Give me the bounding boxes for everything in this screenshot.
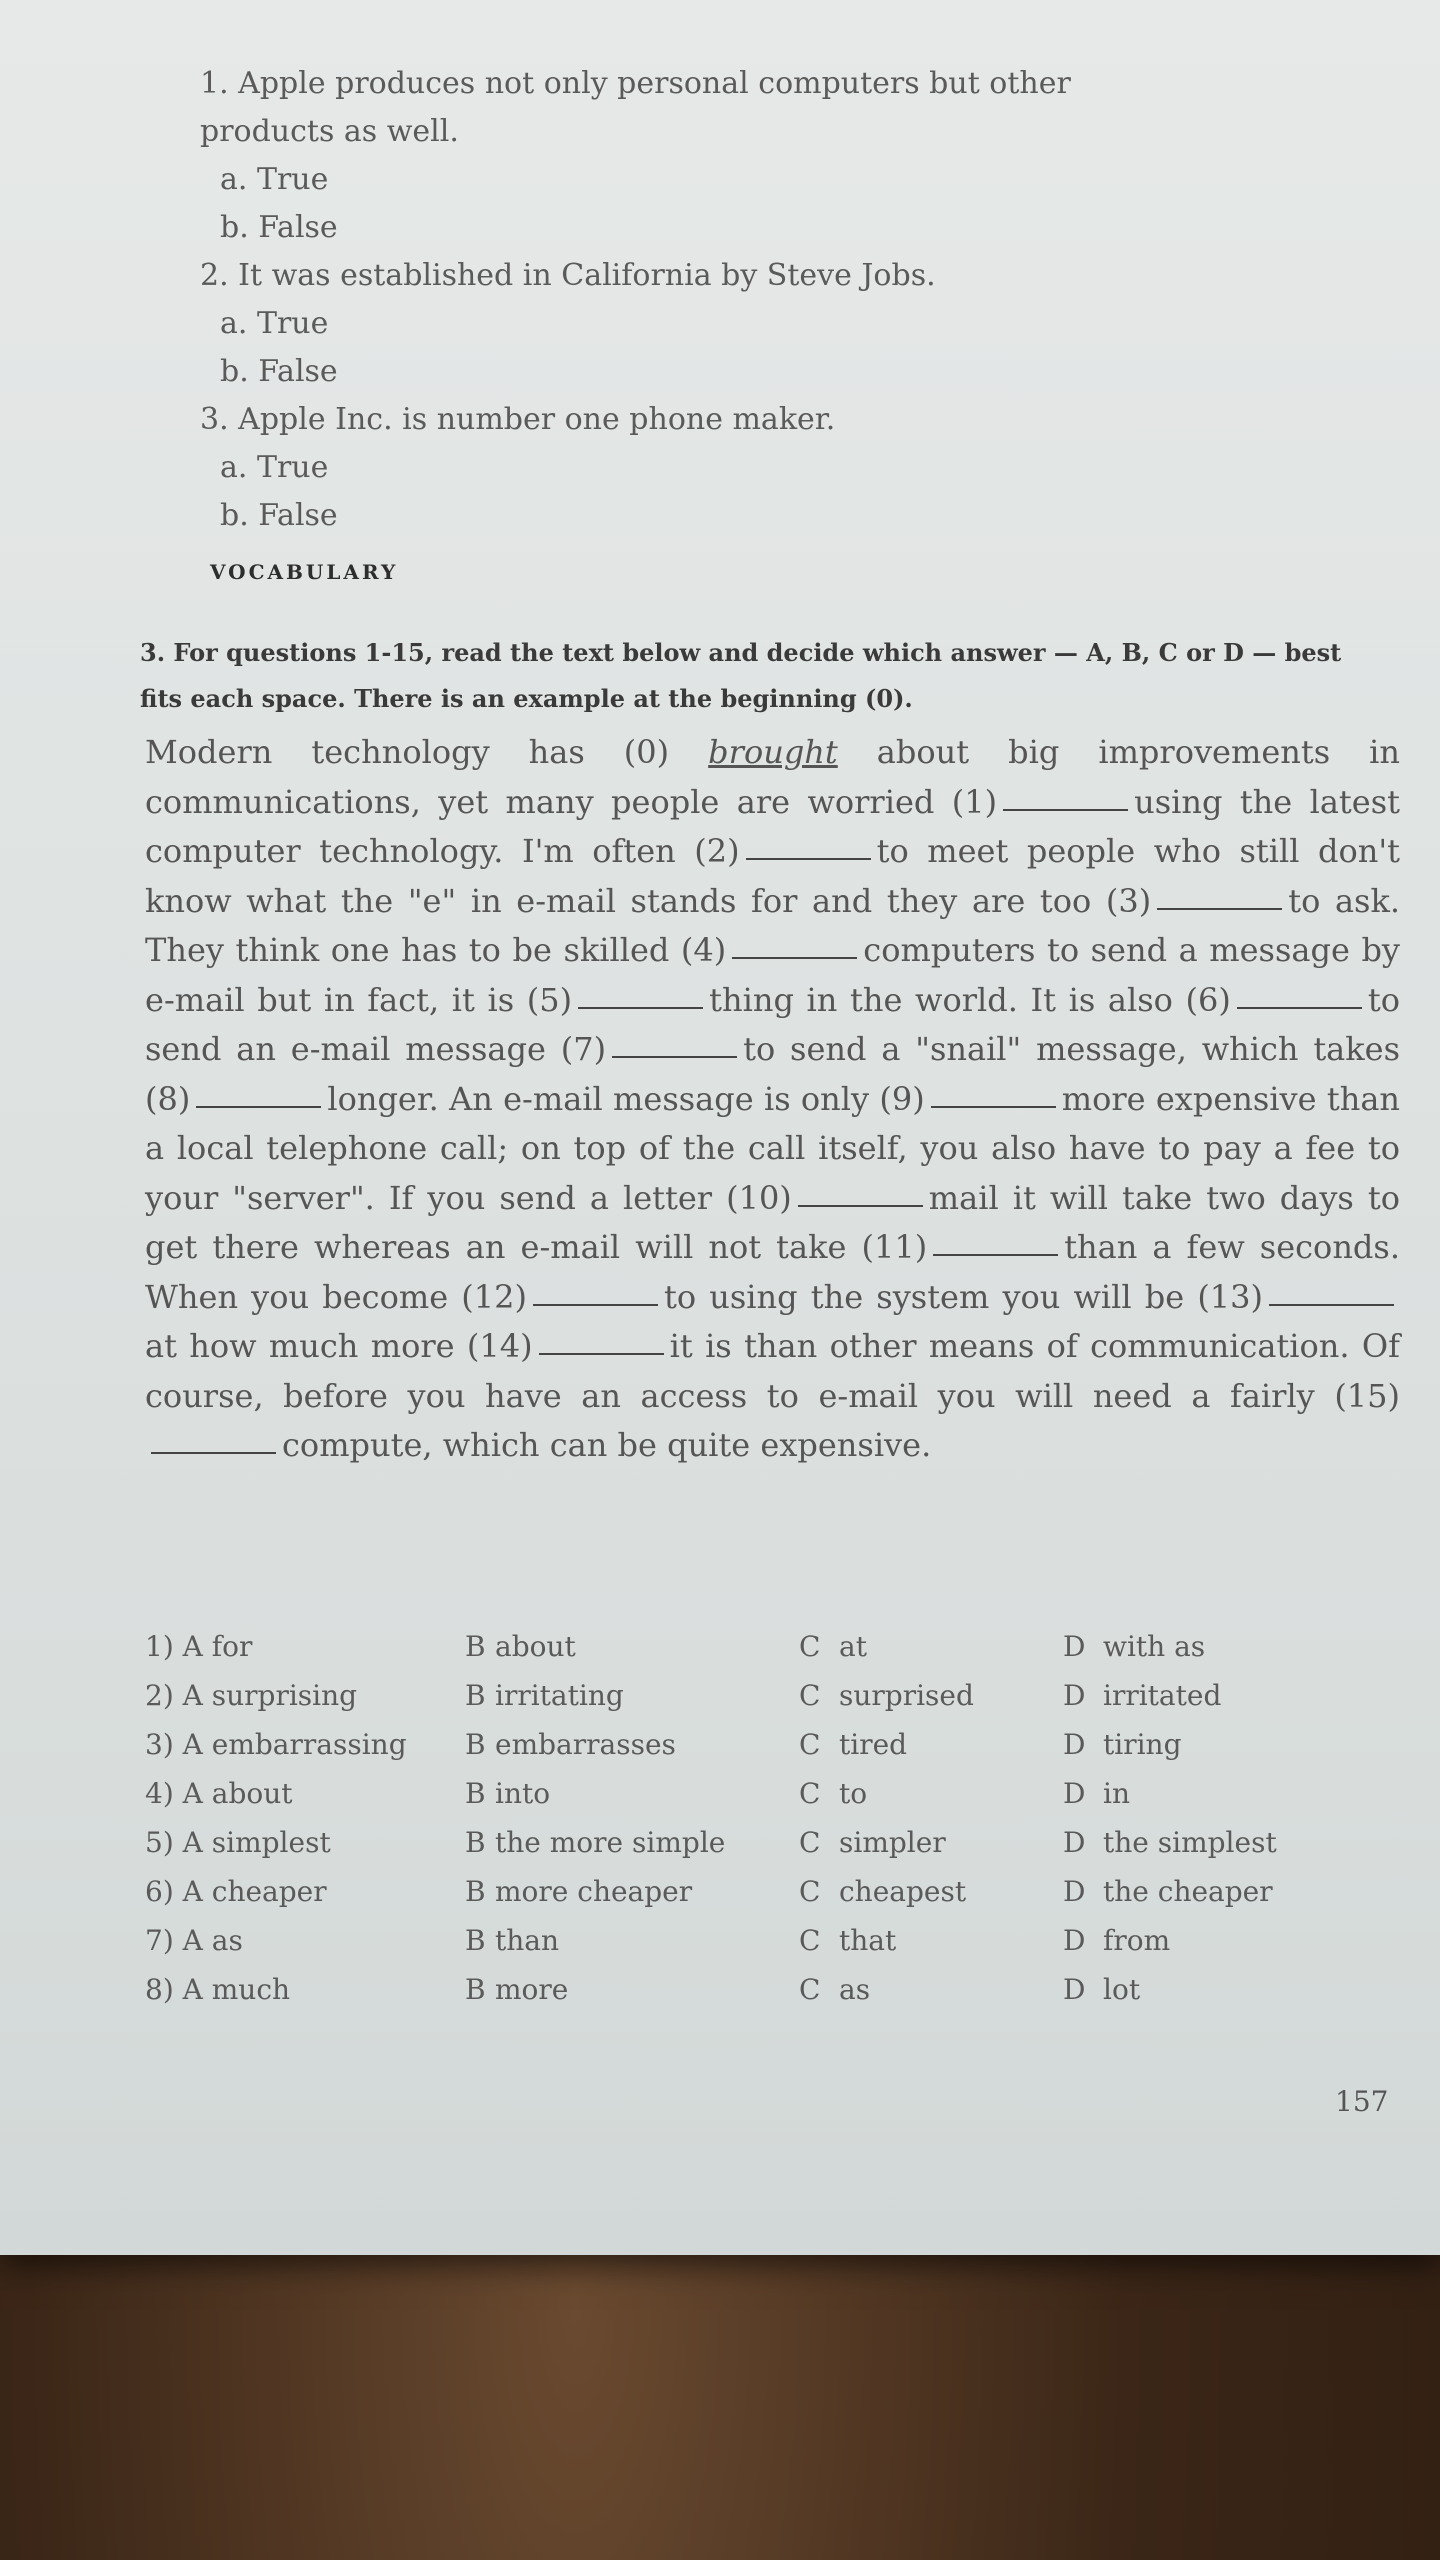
option-c[interactable]: to: [839, 1777, 868, 1810]
option-d[interactable]: in: [1103, 1777, 1130, 1810]
blank-9[interactable]: [931, 1105, 1056, 1108]
option-c[interactable]: that: [839, 1924, 897, 1957]
option-row: [145, 1671, 1385, 1720]
option-c[interactable]: at: [839, 1630, 867, 1663]
option-c[interactable]: cheapest: [839, 1875, 967, 1908]
option-row: [145, 1818, 1385, 1867]
option-letter-d: D: [1063, 1728, 1086, 1761]
passage-text: computers to send a message by e-mail but in fact, it is (5): [145, 931, 1401, 1019]
option-letter-d: D: [1063, 1924, 1086, 1957]
option-d[interactable]: with as: [1103, 1630, 1206, 1663]
blank-8[interactable]: [196, 1105, 321, 1108]
quiz-option[interactable]: b. False: [220, 498, 338, 533]
quiz-option[interactable]: a. True: [220, 450, 329, 485]
option-letter-b: B: [465, 1973, 486, 2006]
option-b[interactable]: than: [495, 1924, 560, 1957]
option-row: [145, 1916, 1385, 1965]
option-letter-c: C: [799, 1777, 821, 1810]
passage-text: to ask. They think one has to be skilled (4): [145, 881, 1401, 969]
option-row: [145, 1769, 1385, 1818]
option-c[interactable]: surprised: [839, 1679, 974, 1712]
passage-text: to meet people who still don't know what the "e" in e-mail stands for and they are too (3): [145, 832, 1401, 920]
option-letter-b: B: [465, 1826, 486, 1859]
option-d[interactable]: tiring: [1103, 1728, 1182, 1761]
passage-text: to using the system you will be (13): [663, 1277, 1264, 1316]
blank-3[interactable]: [1157, 907, 1282, 910]
option-a[interactable]: 4) A about: [145, 1777, 293, 1810]
passage-text: at how much more (14): [145, 1327, 533, 1365]
option-d[interactable]: the simplest: [1103, 1826, 1277, 1859]
option-letter-c: C: [799, 1924, 821, 1957]
exercise-instruction: 3. For questions 1-15, read the text below and decide which answer — A, B, C or D — best fits each space. There is an example at the beginning (0).: [140, 638, 1342, 713]
option-a[interactable]: 1) A for: [145, 1630, 253, 1663]
passage-text: more expensive than a local telephone call; on top of the call itself, you also have to pay a fee to your "server". If you send a letter (10): [145, 1079, 1401, 1217]
blank-11[interactable]: [933, 1253, 1058, 1256]
quiz-question: 2. It was established in California by Steve Jobs.: [200, 258, 936, 293]
option-b[interactable]: more: [495, 1973, 569, 2006]
quiz-option[interactable]: b. False: [220, 354, 338, 389]
passage-text: about big improvements in communications, yet many people are worried (1): [145, 733, 1401, 821]
quiz-option[interactable]: a. True: [220, 306, 329, 341]
blank-13[interactable]: [1269, 1303, 1394, 1306]
blank-15[interactable]: [151, 1451, 276, 1454]
option-letter-d: D: [1063, 1679, 1086, 1712]
option-letter-b: B: [465, 1630, 486, 1663]
quiz-option[interactable]: a. True: [220, 162, 329, 197]
option-b[interactable]: about: [495, 1630, 576, 1663]
option-d[interactable]: from: [1103, 1924, 1171, 1957]
quiz-question: products as well.: [200, 114, 459, 149]
blank-10[interactable]: [798, 1204, 923, 1207]
option-a[interactable]: 6) A cheaper: [145, 1875, 327, 1908]
option-letter-b: B: [465, 1679, 486, 1712]
true-false-quiz: [200, 60, 1400, 540]
passage-text: to send a "snail" message, which takes (8): [145, 1030, 1401, 1118]
option-a[interactable]: 5) A simplest: [145, 1826, 331, 1859]
blank-6[interactable]: [1237, 1006, 1362, 1009]
option-letter-b: B: [465, 1728, 486, 1761]
option-b[interactable]: embarrasses: [495, 1728, 676, 1761]
option-letter-d: D: [1063, 1875, 1086, 1908]
option-a[interactable]: 8) A much: [145, 1973, 291, 2006]
option-letter-c: C: [799, 1875, 821, 1908]
blank-7[interactable]: [612, 1055, 737, 1058]
option-b[interactable]: the more simple: [495, 1826, 726, 1859]
passage-text: Modern technology has (0): [145, 733, 709, 771]
passage-text: to send an e-mail message (7): [145, 980, 1401, 1068]
option-a[interactable]: 3) A embarrassing: [145, 1728, 407, 1761]
passage-text: compute, which can be quite expensive.: [282, 1426, 932, 1464]
passage-text: using the latest computer technology. I'm often (2): [145, 782, 1401, 870]
passage-text: it is than other means of communication. Of course, before you have an access to e-mail you will need a fairly (15): [145, 1327, 1401, 1415]
option-row: [145, 1965, 1385, 2014]
option-letter-d: D: [1063, 1826, 1086, 1859]
example-answer: brought: [708, 733, 838, 771]
option-letter-b: B: [465, 1777, 486, 1810]
blank-4[interactable]: [732, 956, 857, 959]
option-letter-c: C: [799, 1826, 821, 1859]
cloze-passage: [145, 728, 1400, 1471]
option-row: [145, 1720, 1385, 1769]
blank-14[interactable]: [539, 1352, 664, 1355]
page-number: 157: [1335, 2085, 1389, 2118]
blank-5[interactable]: [578, 1006, 703, 1009]
passage-text: than a few seconds. When you become (12): [145, 1228, 1401, 1316]
option-d[interactable]: lot: [1103, 1973, 1141, 2006]
option-c[interactable]: as: [839, 1973, 871, 2006]
blank-12[interactable]: [533, 1303, 658, 1306]
option-b[interactable]: irritating: [495, 1679, 624, 1712]
option-row: [145, 1622, 1385, 1671]
option-letter-c: C: [799, 1679, 821, 1712]
quiz-question: 3. Apple Inc. is number one phone maker.: [200, 402, 836, 437]
blank-2[interactable]: [746, 857, 871, 860]
option-d[interactable]: irritated: [1103, 1679, 1222, 1712]
option-letter-c: C: [799, 1630, 821, 1663]
option-a[interactable]: 7) A as: [145, 1924, 243, 1957]
answer-options-table: [145, 1622, 1385, 2014]
blank-1[interactable]: [1003, 808, 1128, 811]
option-letter-b: B: [465, 1875, 486, 1908]
option-letter-b: B: [465, 1924, 486, 1957]
option-row: [145, 1867, 1385, 1916]
option-letter-d: D: [1063, 1973, 1086, 2006]
option-a[interactable]: 2) A surprising: [145, 1679, 358, 1712]
option-letter-d: D: [1063, 1630, 1086, 1663]
option-d[interactable]: the cheaper: [1103, 1875, 1273, 1908]
passage-text: longer. An e-mail message is only (9): [327, 1079, 925, 1118]
option-c[interactable]: tired: [839, 1728, 908, 1761]
option-letter-c: C: [799, 1973, 821, 2006]
option-letter-d: D: [1063, 1777, 1086, 1810]
option-c[interactable]: simpler: [839, 1826, 946, 1859]
section-heading: VOCABULARY: [210, 560, 399, 584]
option-b[interactable]: into: [495, 1777, 551, 1810]
quiz-question: 1. Apple produces not only personal computers but other: [200, 66, 1071, 101]
quiz-option[interactable]: b. False: [220, 210, 338, 245]
option-letter-c: C: [799, 1728, 821, 1761]
passage-text: thing in the world. It is also (6): [709, 980, 1231, 1019]
passage-text: mail it will take two days to get there whereas an e-mail will not take (11): [145, 1178, 1401, 1266]
option-b[interactable]: more cheaper: [495, 1875, 693, 1908]
